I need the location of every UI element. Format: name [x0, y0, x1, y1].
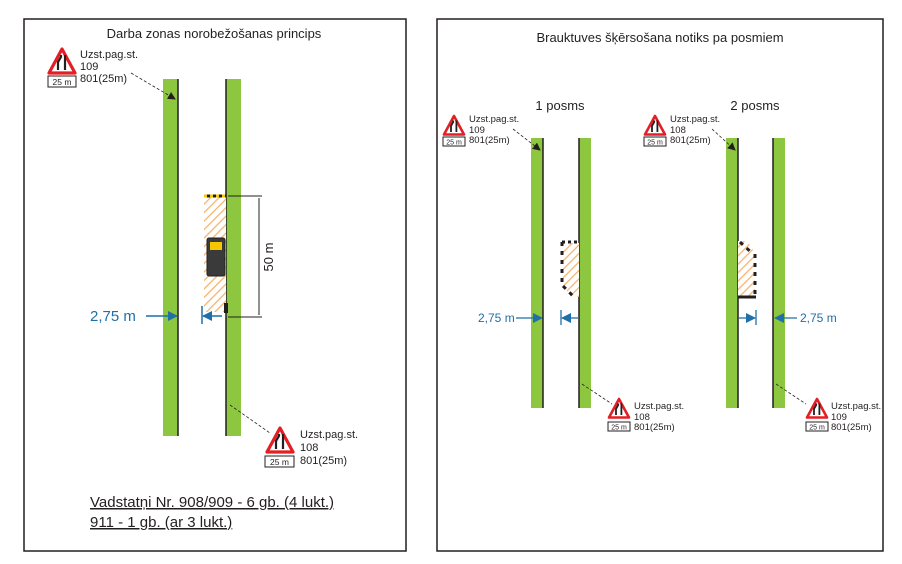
work-zone	[562, 242, 579, 298]
stage-2-label: 2 posms	[730, 98, 780, 113]
sign-label-1: Uzst.pag.st.	[300, 429, 359, 441]
sign-label-1: Uzst.pag.st.	[670, 114, 721, 125]
distance-plate-label: 25 m	[611, 424, 627, 432]
stage-1-sign-top	[443, 114, 540, 150]
sign-label-3: 801(25m)	[469, 135, 510, 146]
sign-label-2: 108	[670, 125, 686, 136]
stage-2-sign-bottom	[776, 384, 881, 433]
footnote-line-2: 911 - 1 gb. (ar 3 lukt.)	[90, 514, 233, 531]
distance-plate-label: 25 m	[647, 139, 663, 147]
sign-label-3: 801(25m)	[80, 73, 128, 85]
barrier-bottom	[224, 303, 228, 313]
right-panel	[437, 19, 883, 551]
road-lane-left	[163, 79, 178, 436]
road-lane-right	[773, 138, 785, 408]
dim-width-label: 2,75 m	[478, 311, 515, 325]
sign-label-2: 109	[469, 125, 485, 136]
sign-label-2: 108	[300, 442, 319, 454]
dim-width-label: 2,75 m	[90, 308, 136, 325]
dim-50-label: 50 m	[261, 242, 276, 272]
stage-1-sign-bottom	[582, 384, 684, 433]
sign-label-3: 801(25m)	[634, 422, 675, 433]
lane-narrowing-sign-icon	[267, 428, 293, 452]
road-lane-right	[579, 138, 591, 408]
left-panel-title: Darba zonas norobežošanas princips	[106, 26, 322, 41]
sign-label-1: Uzst.pag.st.	[469, 114, 520, 125]
distance-plate-label: 25 m	[446, 139, 462, 147]
work-zone	[204, 196, 228, 313]
sign-label-1: Uzst.pag.st.	[831, 401, 882, 412]
sign-label-1: Uzst.pag.st.	[634, 401, 685, 412]
lane-narrowing-sign-icon	[444, 116, 464, 135]
right-panel-title: Brauktuves šķērsošana notiks pa posmiem	[536, 30, 784, 45]
road-lane-right	[226, 79, 241, 436]
distance-plate-label: 25 m	[809, 424, 825, 432]
sign-label-3: 801(25m)	[300, 455, 348, 467]
right-panel-frame	[437, 19, 883, 551]
sign-label-3: 801(25m)	[670, 135, 711, 146]
sign-bottom-left-panel	[230, 405, 358, 467]
sign-label-2: 109	[831, 412, 847, 423]
road-lane-left	[531, 138, 543, 408]
distance-plate-label: 25 m	[52, 77, 72, 87]
sign-label-2: 109	[80, 61, 99, 73]
work-vehicle-light	[210, 242, 222, 250]
sign-top-left-panel	[48, 49, 175, 99]
lane-narrowing-sign-icon	[609, 399, 629, 418]
stage-1-label: 1 posms	[535, 98, 585, 113]
sign-label-3: 801(25m)	[831, 422, 872, 433]
sign-label-1: Uzst.pag.st.	[80, 49, 139, 61]
work-zone	[738, 241, 756, 297]
sign-label-2: 108	[634, 412, 650, 423]
stage-2	[644, 98, 881, 433]
distance-plate-label: 25 m	[270, 457, 289, 467]
lane-narrowing-sign-icon	[49, 49, 75, 73]
road-lane-left	[726, 138, 738, 408]
lane-narrowing-sign-icon	[807, 399, 827, 418]
footnote-line-1: Vadstatņi Nr. 908/909 - 6 gb. (4 lukt.)	[90, 494, 335, 511]
stage-1	[443, 98, 684, 433]
dim-width-label: 2,75 m	[800, 311, 837, 325]
lane-narrowing-sign-icon	[645, 116, 665, 135]
stage-2-sign-top	[644, 114, 735, 150]
left-panel	[24, 19, 406, 551]
